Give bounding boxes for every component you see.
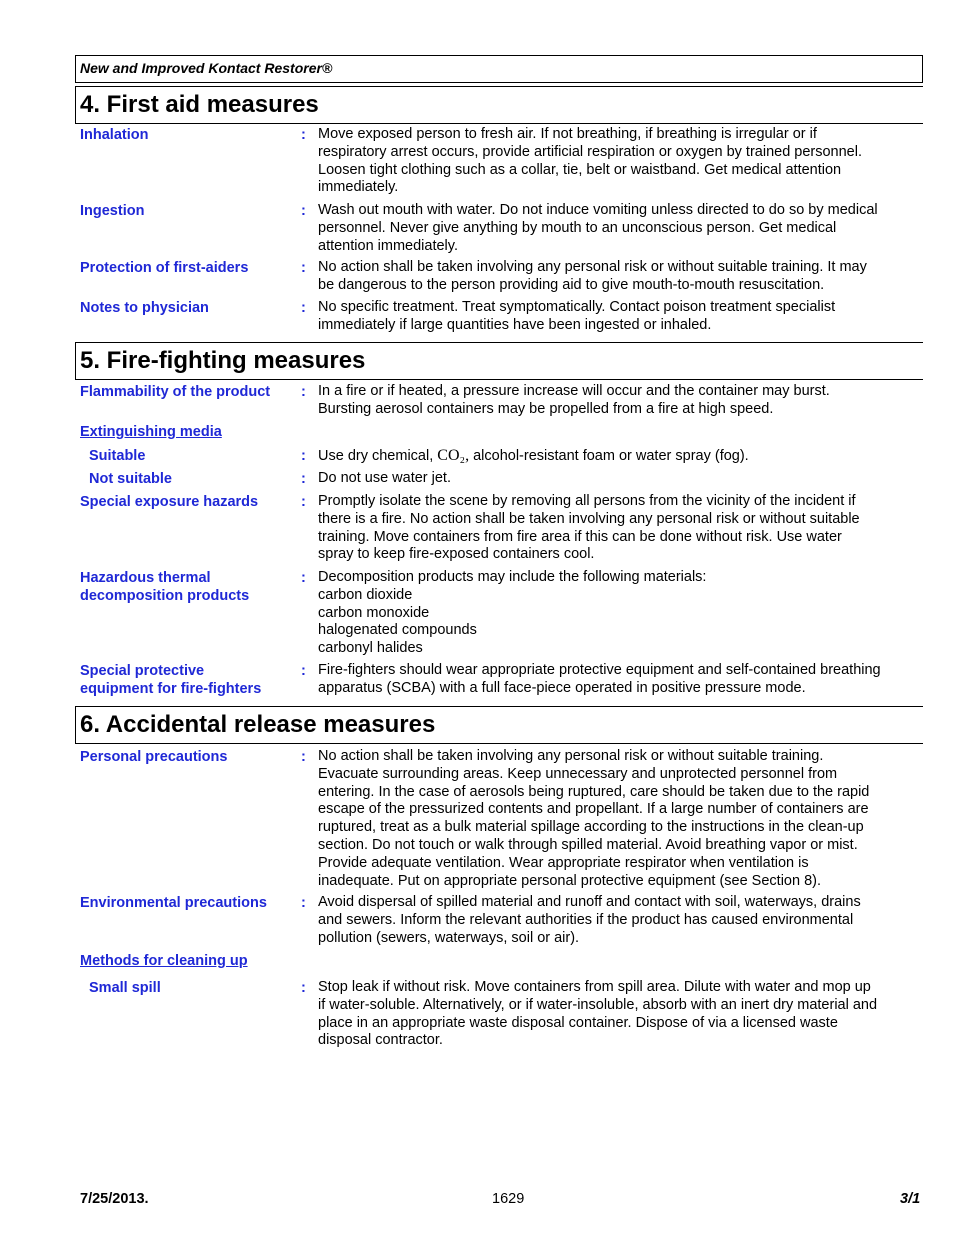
section-5-title-box	[75, 342, 923, 380]
thermal-decomposition-text: Decomposition products may include the following materials: carbon dioxide carbon monoxide halogenated compounds carbonyl halides	[318, 569, 707, 657]
extinguishing-media-heading: Extinguishing media	[80, 424, 222, 440]
ingestion-text: Wash out mouth with water. Do not induce vomiting unless directed to do so by medical personnel. Never give anything by mouth to an unconscious person. Get medical attention immediately.	[318, 202, 878, 254]
colon: :	[301, 494, 306, 510]
protection-label: Protection of first-aiders	[80, 260, 249, 276]
thermal-decomposition-label: Hazardous thermal decomposition products	[80, 570, 250, 604]
inhalation-label: Inhalation	[80, 127, 149, 143]
special-exposure-text: Promptly isolate the scene by removing all persons from the vicinity of the incident if there is a fire. No action shall be taken involving any personal risk or without suitable training. Move containers from fire area if this can be done without risk. Use water spray to keep fire-exposed containers cool.	[318, 493, 860, 563]
notes-label: Notes to physician	[80, 300, 209, 316]
methods-cleaning-heading: Methods for cleaning up	[80, 953, 248, 969]
colon: :	[301, 448, 306, 464]
notes-text: No specific treatment. Treat symptomatically. Contact poison treatment specialist immediately if large quantities have been ingested or inhaled.	[318, 299, 836, 333]
footer-date: 7/25/2013.	[80, 1191, 149, 1207]
colon: :	[301, 570, 306, 586]
colon: :	[301, 203, 306, 219]
section-6-title: 6. Accidental release measures	[80, 711, 436, 738]
flammability-label: Flammability of the product	[80, 384, 271, 400]
ingestion-label: Ingestion	[80, 203, 145, 219]
colon: :	[301, 384, 306, 400]
footer-code: 1629	[492, 1191, 525, 1207]
protection-text: No action shall be taken involving any personal risk or without suitable training. It may be dangerous to the person providing aid to give mouth-to-mouth resuscitation.	[318, 259, 867, 293]
small-spill-label: Small spill	[89, 980, 161, 996]
colon: :	[301, 895, 306, 911]
not-suitable-label: Not suitable	[89, 471, 172, 487]
section-4-title-box	[75, 86, 923, 124]
document-header	[75, 55, 923, 83]
suitable-text: Use dry chemical, CO₂, alcohol-resistant foam or water spray (fog).	[318, 447, 749, 464]
colon: :	[301, 980, 306, 996]
small-spill-text: Stop leak if without risk. Move containers from spill area. Dilute with water and mop up if water-soluble. Alternatively, or if water-insoluble, absorb with an inert dry material and place in an appropriate waste disposal container. Dispose of via a licensed waste disposal contractor.	[318, 979, 878, 1049]
personal-precautions-label: Personal precautions	[80, 749, 228, 765]
colon: :	[301, 663, 306, 679]
footer-page-number: 3/1	[900, 1191, 921, 1207]
inhalation-text: Move exposed person to fresh air. If not breathing, if breathing is irregular or if respiratory arrest occurs, provide artificial respiration or oxygen by trained personnel. Loosen tight clothing such as a collar, tie, belt or waistband. Get medical attention immediately.	[318, 126, 862, 196]
personal-precautions-text: No action shall be taken involving any personal risk or without suitable training. Evacuate surrounding areas. Keep unnecessary and unprotected personnel from entering. In the case of aerosols being ruptured, care should be taken due to the rapid escape of the pressurized contents and propellant. If a large number of containers are ruptured, treat as a bulk material spillage according to the instructions in the clean-up section. Do not touch or walk through spilled material. Avoid breathing vapor or mist. Provide adequate ventilation. Wear appropriate respirator when ventilation is inadequate. Put on appropriate personal protective equipment (see Section 8).	[318, 748, 870, 889]
product-name: New and Improved Kontact Restorer®	[80, 60, 333, 76]
flammability-text: In a fire or if heated, a pressure increase will occur and the container may burst. Bursting aerosol containers may be propelled from a fire at high speed.	[318, 383, 830, 417]
co2-formula: CO₂,	[437, 447, 470, 464]
special-protective-text: Fire-fighters should wear appropriate protective equipment and self-contained breathing apparatus (SCBA) with a full face-piece operated in positive pressure mode.	[318, 662, 881, 696]
section-6-title-box	[75, 706, 923, 744]
section-4-title: 4. First aid measures	[80, 91, 319, 118]
special-exposure-label: Special exposure hazards	[80, 494, 259, 510]
special-protective-label: Special protective equipment for fire-fighters	[80, 663, 262, 697]
suitable-label: Suitable	[89, 448, 146, 464]
colon: :	[301, 300, 306, 316]
colon: :	[301, 471, 306, 487]
environmental-precautions-text: Avoid dispersal of spilled material and runoff and contact with soil, waterways, drains and sewers. Inform the relevant authorities if the product has caused environmental pollution (sewers, waterways, soil or air).	[318, 894, 861, 946]
environmental-precautions-label: Environmental precautions	[80, 895, 267, 911]
section-5-title: 5. Fire-fighting measures	[80, 347, 366, 374]
not-suitable-text: Do not use water jet.	[318, 470, 451, 486]
colon: :	[301, 260, 306, 276]
colon: :	[301, 749, 306, 765]
colon: :	[301, 127, 306, 143]
